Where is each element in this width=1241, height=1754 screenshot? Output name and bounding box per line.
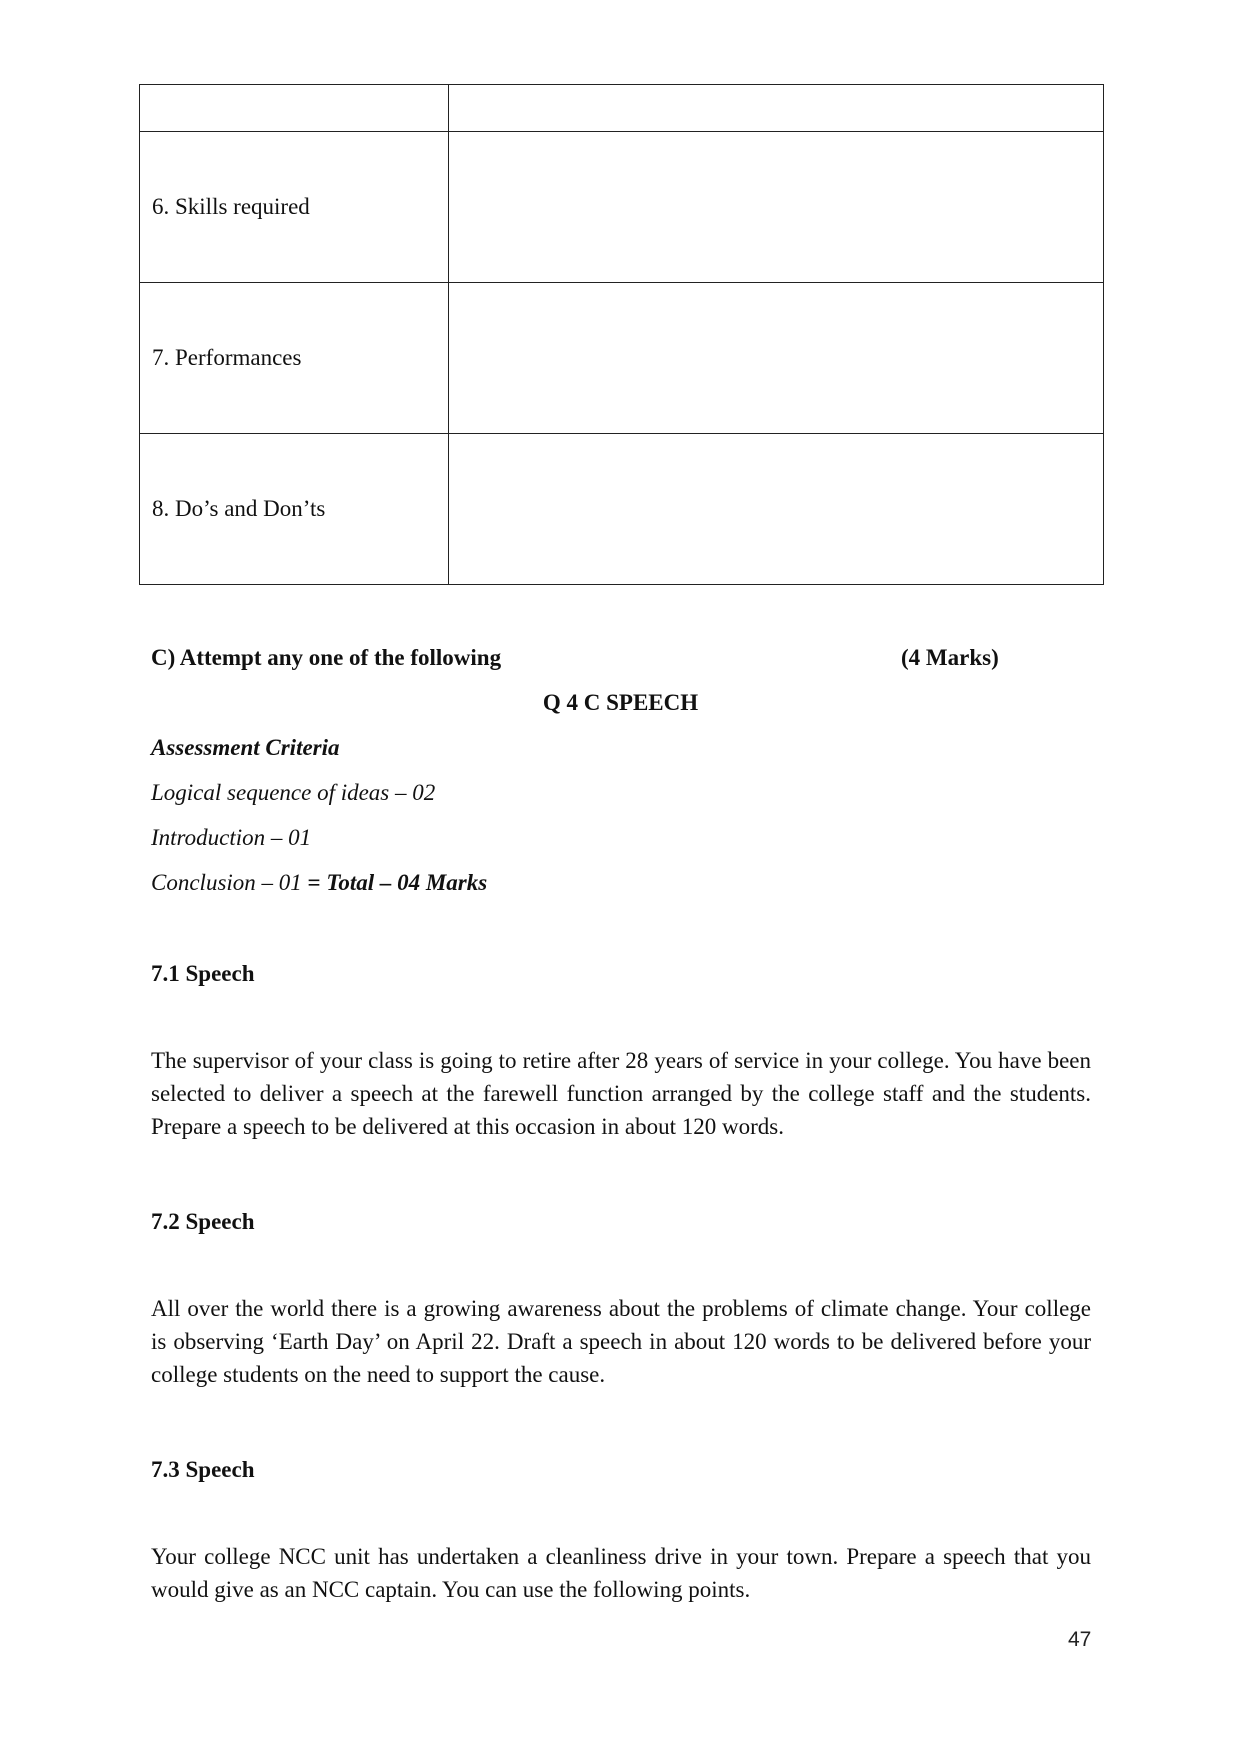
speech-prompt: The supervisor of your class is going to retire after 28 years of service in your college. You have been selected to deliver a speech at the farewell function arranged by the college staff and the students. Prepare a speech to be delivered at this occasion in about 120 words. xyxy=(151,1048,1091,1139)
table-row xyxy=(140,434,1104,585)
criteria-total: Total – 04 Marks xyxy=(326,870,488,895)
table-cell-value xyxy=(449,283,1104,434)
page-number: 47 xyxy=(1068,1628,1092,1651)
speech-prompt: All over the world there is a growing awareness about the problems of climate change. Your college is observing ‘Earth Day’ on April 22. Draft a speech in about 120 words to be delivered before your college students on the need to support the cause. xyxy=(151,1296,1091,1387)
section-marks: (4 Marks) xyxy=(901,645,999,670)
table-cell-value xyxy=(449,434,1104,585)
speech-heading: 7.3 Speech xyxy=(151,1457,255,1482)
table-cell-label xyxy=(140,85,449,132)
speech-heading: 7.1 Speech xyxy=(151,961,255,986)
section-heading: C) Attempt any one of the following xyxy=(151,645,502,670)
speech-prompt: Your college NCC unit has undertaken a cleanliness drive in your town. Prepare a speech that you would give as an NCC captain. You can use the following points. xyxy=(151,1544,1091,1602)
criteria-heading: Assessment Criteria xyxy=(151,735,340,760)
criteria-line: Conclusion – 01 xyxy=(151,870,302,895)
table-cell-label: 7. Performances xyxy=(140,283,449,434)
table-cell-label: 6. Skills required xyxy=(140,132,449,283)
criteria-line: Logical sequence of ideas – 02 xyxy=(151,780,436,805)
section-title: Q 4 C SPEECH xyxy=(542,690,699,715)
speech-heading: 7.2 Speech xyxy=(151,1209,255,1234)
table-cell-value xyxy=(449,85,1104,132)
criteria-total-line xyxy=(151,868,487,898)
table-row xyxy=(140,283,1104,434)
table-cell-value xyxy=(449,132,1104,283)
table-row xyxy=(140,132,1104,283)
form-table xyxy=(139,84,1104,585)
table-row xyxy=(140,85,1104,132)
criteria-line: Introduction – 01 xyxy=(151,825,312,850)
table-cell-label: 8. Do’s and Don’ts xyxy=(140,434,449,585)
criteria-equals: = xyxy=(301,870,327,895)
